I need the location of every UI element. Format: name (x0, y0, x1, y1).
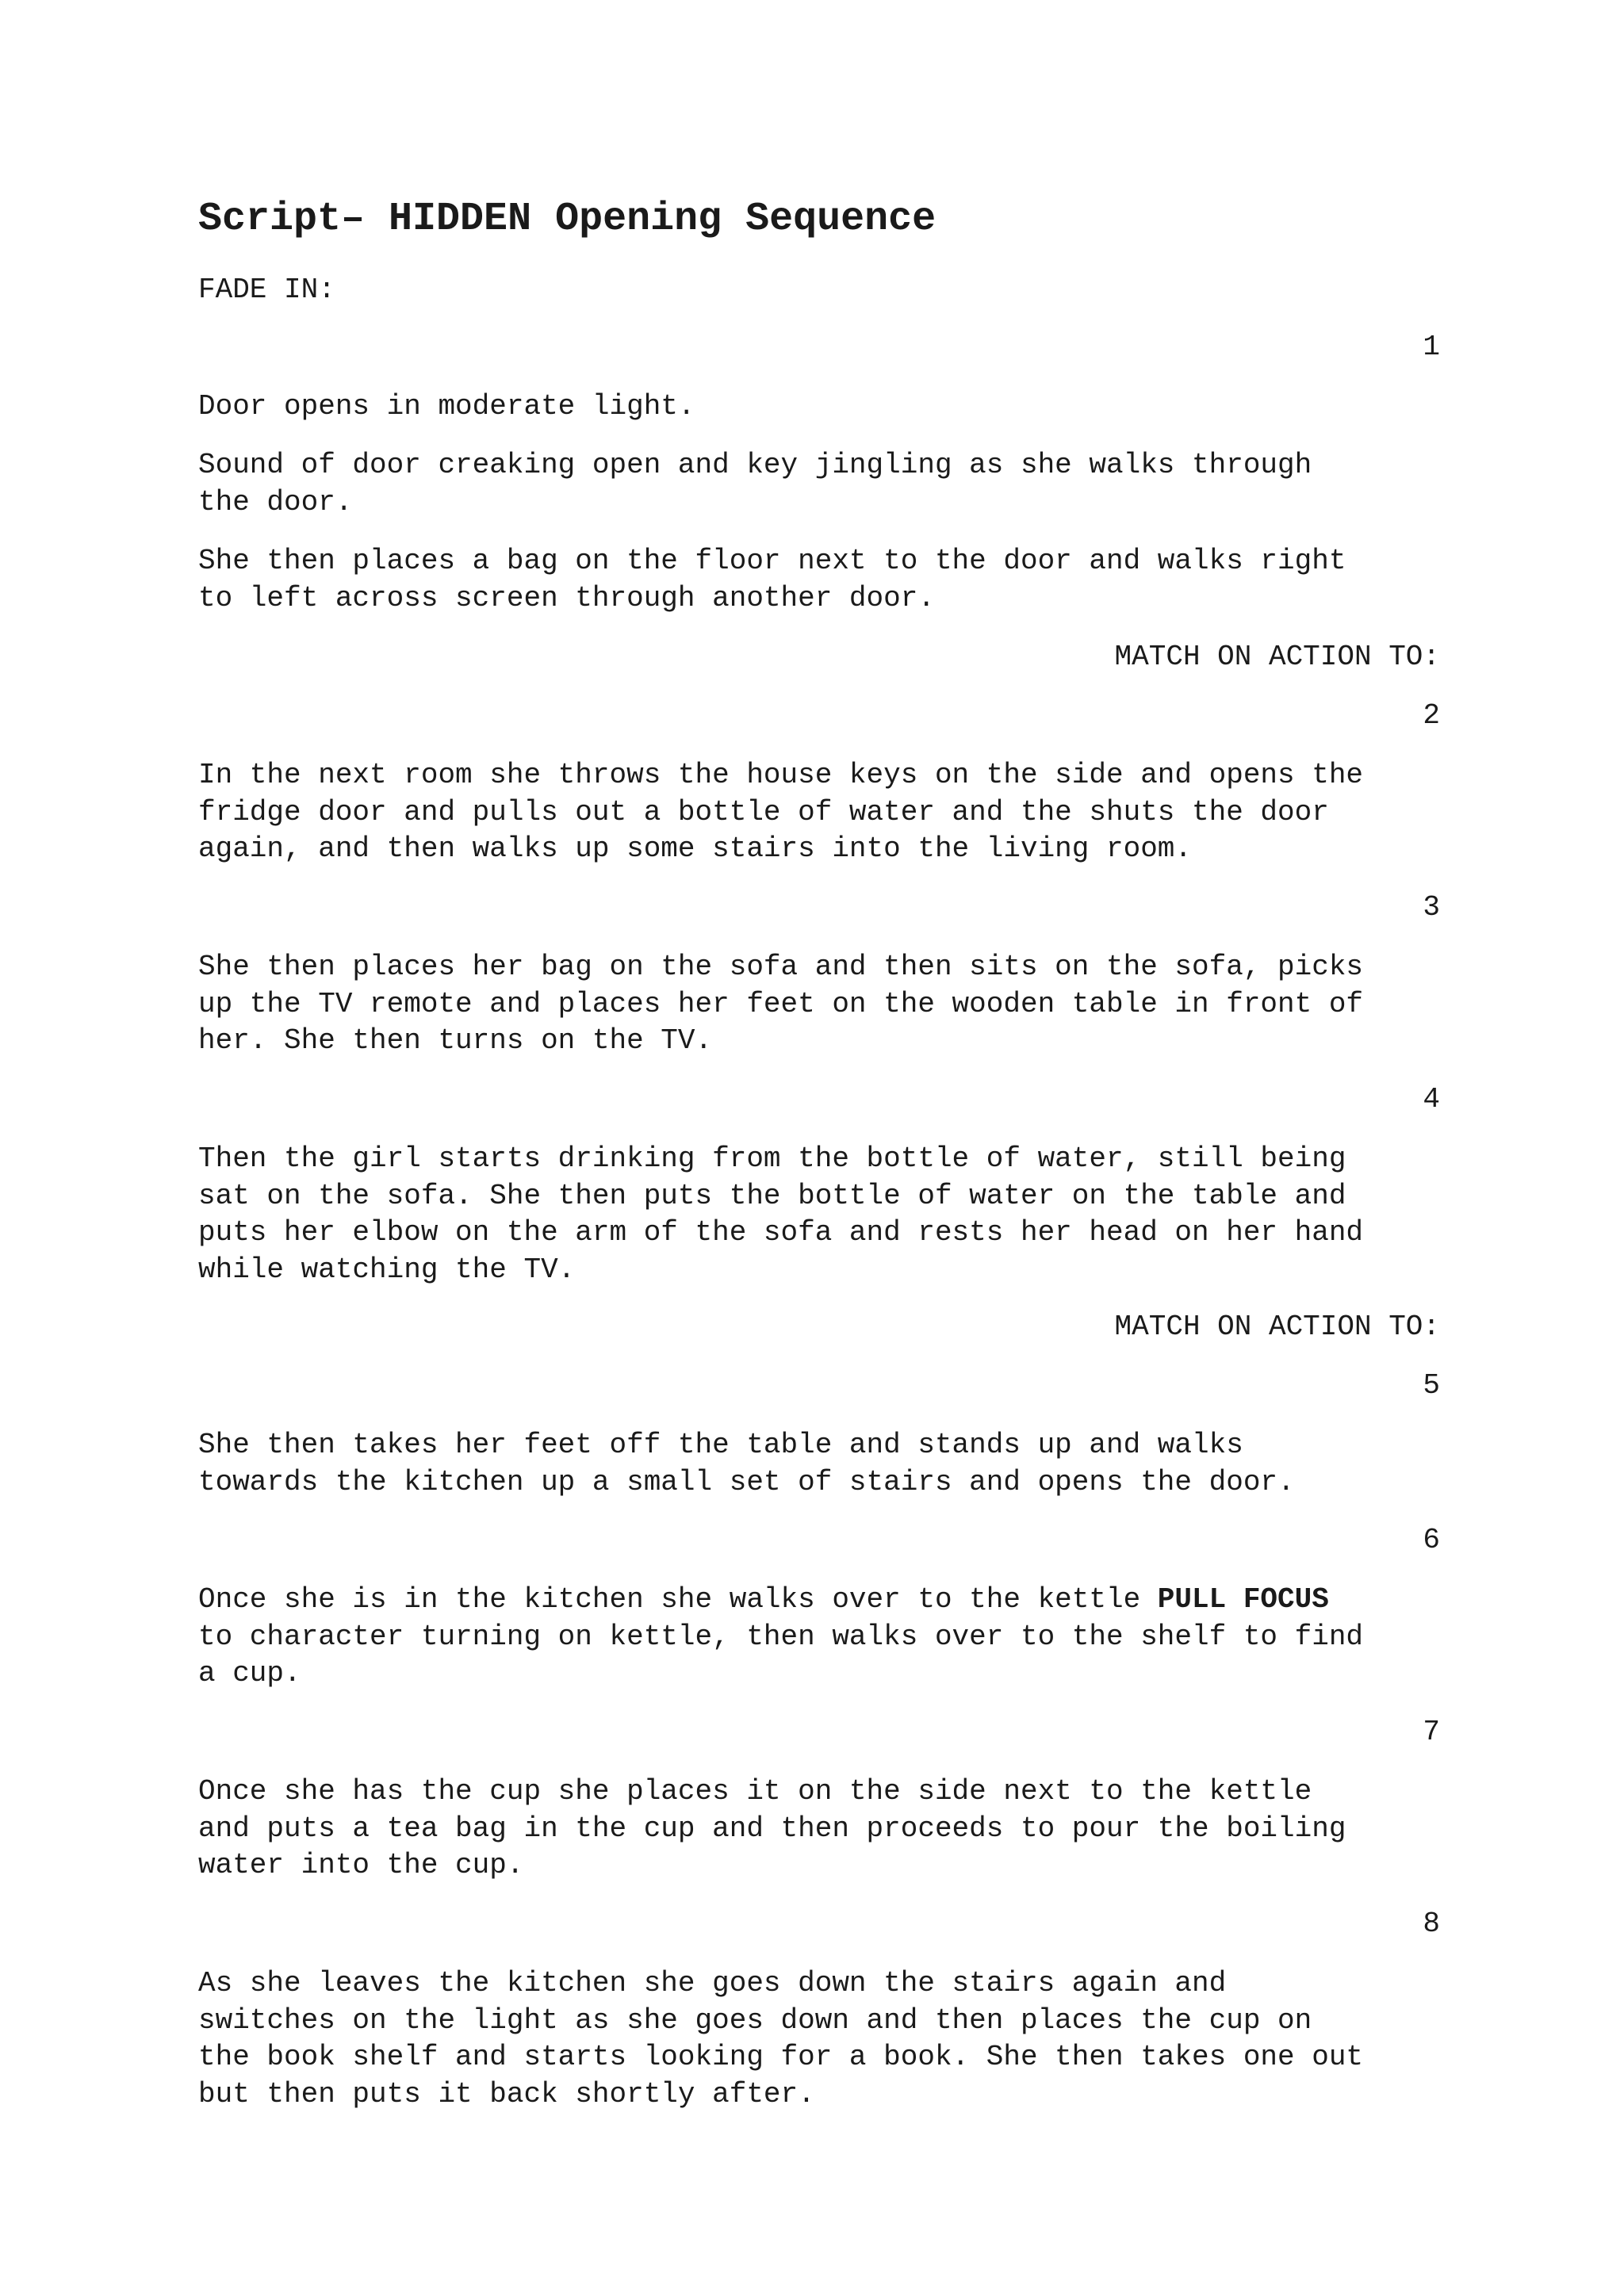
scene-6-text-before: Once she is in the kitchen she walks over to the kettle (198, 1583, 1158, 1616)
scene-7-text: Once she has the cup she places it on the side next to the kettle and puts a tea bag in the cup and then proceeds to pour the boiling water into the cup. (198, 1775, 1346, 1881)
transition-match-on-action: MATCH ON ACTION TO: (1114, 1311, 1440, 1343)
scene-2-text: In the next room she throws the house keys on the side and opens the fridge door and pulls out a bottle of water and the shuts the door again, and then walks up some stairs into the living room. (198, 759, 1364, 865)
scene-1-line-2: Sound of door creaking open and key jingling as she walks through the door. (198, 449, 1312, 519)
scene-number-2: 2 (1423, 699, 1440, 732)
scene-4-text: Then the girl starts drinking from the bottle of water, still being sat on the sofa. She then puts the bottle of water on the table and puts her elbow on the arm of the sofa and rests her head on her hand while watching the TV. (198, 1142, 1364, 1286)
scene-number-6: 6 (1423, 1524, 1440, 1556)
scene-number-5: 5 (1423, 1369, 1440, 1402)
scene-6-text (198, 1582, 1443, 1693)
scene-8-text: As she leaves the kitchen she goes down the stairs again and switches on the light as she goes down and then places the cup on the book shelf and starts looking for a book. She then takes one out but then puts it back shortly after. (198, 1967, 1364, 2110)
scene-1-line-1: Door opens in moderate light. (198, 390, 695, 423)
scene-number-1: 1 (1423, 331, 1440, 363)
scene-number-4: 4 (1423, 1083, 1440, 1115)
transition-match-on-action: MATCH ON ACTION TO: (1114, 641, 1440, 673)
scene-number-7: 7 (1423, 1716, 1440, 1748)
scene-3-text: She then places her bag on the sofa and then sits on the sofa, picks up the TV remote and places her feet on the wooden table in front of her. She then turns on the TV. (198, 951, 1364, 1057)
pull-focus-direction: PULL FOCUS (1157, 1583, 1329, 1616)
scene-1-line-3: She then places a bag on the floor next to the door and walks right to left across screen through another door. (198, 545, 1346, 614)
scene-5-text: She then takes her feet off the table and stands up and walks towards the kitchen up a small set of stairs and opens the door. (198, 1429, 1295, 1498)
scene-number-8: 8 (1423, 1908, 1440, 1940)
fade-in-direction: FADE IN: (198, 274, 335, 306)
scene-number-3: 3 (1423, 891, 1440, 924)
page-title: Script– HIDDEN Opening Sequence (198, 197, 936, 242)
scene-6-text-after: to character turning on kettle, then walks over to the shelf to find a cup. (198, 1620, 1364, 1689)
